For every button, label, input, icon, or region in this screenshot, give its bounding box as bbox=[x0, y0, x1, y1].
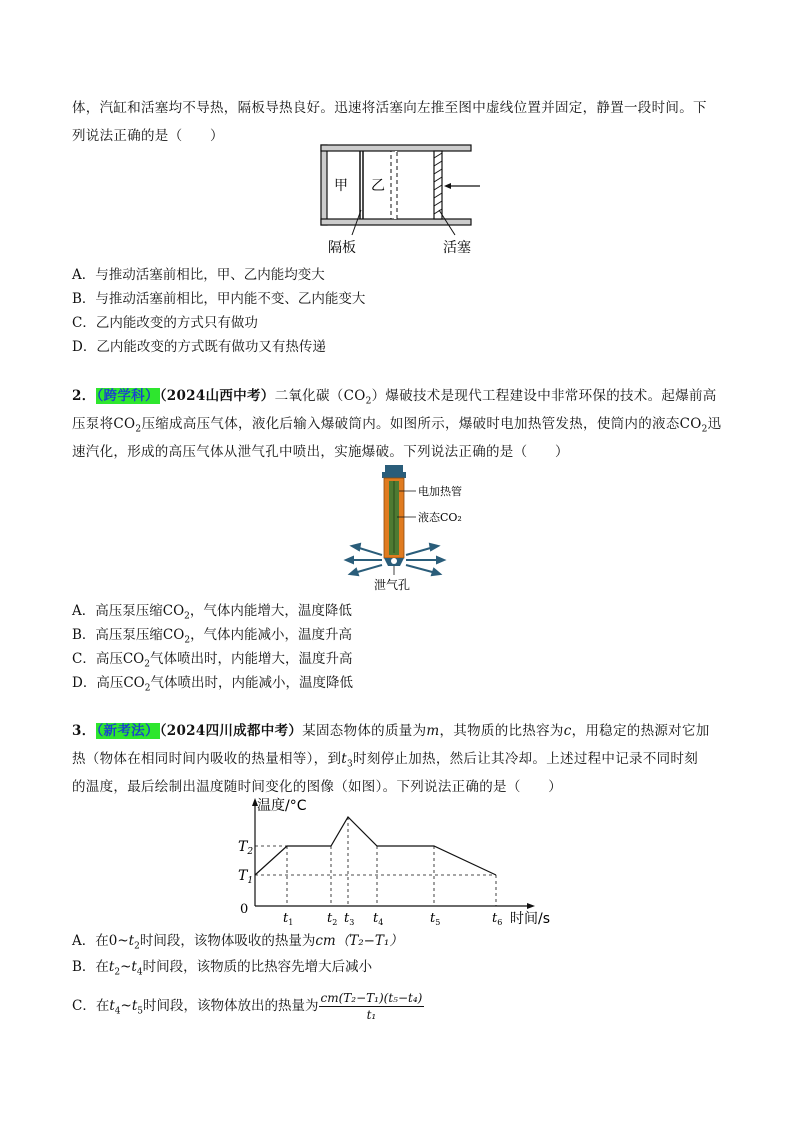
sub: 2 bbox=[184, 635, 191, 646]
q2-stem-b: ）爆破技术是现代工程建设中非常环保的技术。起爆前高 bbox=[371, 388, 717, 404]
sub: 2 bbox=[184, 611, 190, 622]
x-axis-label: 时间/s bbox=[510, 911, 551, 925]
q2-option-d-post: 气体喷出时，内能减小，温度降低 bbox=[150, 675, 353, 691]
q2-number: 2． bbox=[72, 388, 96, 404]
label-huosai: 活塞 bbox=[443, 240, 471, 256]
heat-fraction bbox=[319, 990, 425, 1023]
q1-option-d: D．乙内能改变的方式既有做功又有热传递 bbox=[72, 339, 326, 355]
q2-option-c-pre: C．高压CO bbox=[72, 651, 145, 667]
q3-opt-b-a: B．在 bbox=[72, 959, 109, 975]
q2-option-d bbox=[72, 672, 353, 700]
origin-label: 0 bbox=[240, 902, 249, 917]
t2-level-letter: T bbox=[238, 839, 248, 855]
q2-option-c-post: 气体喷出时，内能增大，温度升高 bbox=[149, 651, 353, 667]
math-t: t bbox=[131, 959, 137, 975]
label-geban: 隔板 bbox=[328, 240, 356, 256]
q3-opt-b-c: 时间段，该物质的比热容先增大后减小 bbox=[142, 959, 373, 975]
sub: 2 bbox=[701, 424, 708, 435]
q1-stem-line1: 体，汽缸和活塞均不导热，隔板导热良好。迅速将活塞向左推至图中虚线位置并固定，静置一段时间。下 bbox=[72, 100, 707, 116]
q3-opt-a-b: 时间段，该物体吸收的热量为 bbox=[139, 933, 316, 949]
q3-stem-a: 某固态物体的质量为 bbox=[302, 723, 427, 739]
math-cm: cm bbox=[315, 933, 336, 949]
tick-t4: $t_4$ bbox=[373, 911, 384, 925]
q3-opt-a-a: A．在0~ bbox=[72, 933, 129, 949]
math-t: t bbox=[108, 959, 115, 975]
q3-opt-c-b: ~ bbox=[120, 998, 132, 1014]
cylinder-figure bbox=[315, 138, 495, 260]
q3-stem-b: ，其物质的比热容为 bbox=[439, 723, 564, 739]
tick-t5: $t_5$ bbox=[430, 911, 441, 925]
q1-stem-line2: 列说法正确的是（ ） bbox=[72, 128, 224, 144]
math-t2-t1: （T₂−T₁） bbox=[335, 933, 403, 949]
q2-option-a-post: ，气体内能增大，温度降低 bbox=[189, 603, 352, 619]
q3-opt-c-a: C．在 bbox=[72, 998, 110, 1014]
q2-stem-line3: 速汽化，形成的高压气体从泄气孔中喷出，实施爆破。下列说法正确的是（ ） bbox=[72, 444, 569, 460]
q2-line2-a: 压泵将CO bbox=[72, 416, 136, 432]
q3-line2-a: 热（物体在相同时间内吸收的热量相等），到 bbox=[72, 751, 342, 767]
q2-source: （2024山西中考） bbox=[159, 388, 275, 404]
math-t: t bbox=[128, 933, 135, 949]
sub: 2 bbox=[144, 659, 150, 670]
t1-level-label: $T_1$ bbox=[238, 868, 254, 886]
fraction-denominator: t₁ bbox=[366, 1008, 377, 1022]
temperature-time-graph bbox=[230, 795, 560, 925]
q2-stem-a: 二氧化碳（CO bbox=[274, 388, 366, 404]
q3-stem-line3: 的温度，最后绘制出温度随时间变化的图像（如图）。下列说法正确的是（ ） bbox=[72, 779, 563, 795]
blasting-tube-figure bbox=[330, 463, 470, 603]
math-m: m bbox=[426, 723, 440, 739]
q2-option-d-pre: D．高压CO bbox=[72, 675, 145, 691]
label-yi: 乙 bbox=[371, 178, 385, 194]
q3-stem-c: ，用稳定的热源对它加 bbox=[571, 723, 710, 739]
sub: 2 bbox=[365, 396, 372, 407]
q2-line2-b: 压缩成高压气体，液化后输入爆破筒内。如图所示，爆破时电加热管发热，使筒内的液态CO bbox=[141, 416, 702, 432]
q2-line2-c: 迅 bbox=[707, 416, 722, 432]
q3-line2-b: 时刻停止加热，然后让其冷却。上述过程中记录不同时刻 bbox=[353, 751, 699, 767]
math-t: t bbox=[109, 998, 115, 1014]
q3-opt-c-c: 时间段，该物体放出的热量为 bbox=[143, 998, 319, 1014]
q2-tag: （跨学科） bbox=[96, 388, 159, 404]
q2-option-b-post: ，气体内能减小，温度升高 bbox=[190, 627, 353, 643]
q1-option-c: C．乙内能改变的方式只有做功 bbox=[72, 315, 258, 331]
q3-option-b: B．在$t_2\sim t_4$时间段，该物质的比热容先增大后减小 bbox=[72, 959, 373, 978]
q1-option-a: A．与推动活塞前相比，甲、乙内能均变大 bbox=[72, 267, 325, 283]
label-heater: 电加热管 bbox=[418, 485, 462, 498]
label-vent: 泄气孔 bbox=[374, 578, 411, 592]
tick-t2: $t_2$ bbox=[327, 911, 338, 925]
tick-t3: $t_3$ bbox=[344, 911, 355, 925]
y-axis-label: 温度/°C bbox=[257, 798, 307, 814]
q3-tag: （新考法） bbox=[96, 723, 159, 739]
q3-option-c: C．在$t_4\sim t_5$时间段，该物体放出的热量为 $\frac{\text{cm(T₂−T₁)(t₅−t₄)}}{\text{t₁}}$ bbox=[72, 991, 423, 1022]
sub: 2 bbox=[135, 424, 142, 435]
q3-stem-line1 bbox=[72, 717, 732, 745]
q2-option-a-pre: A．高压泵压缩CO bbox=[72, 603, 185, 619]
q3-stem-line2: 热（物体在相同时间内吸收的热量相等），到$t_3$时刻停止加热，然后让其冷却。上述过程中记录不同时刻 bbox=[72, 751, 699, 770]
t1-level-letter: T bbox=[238, 868, 248, 884]
t2-level-label: $T_2$ bbox=[238, 839, 254, 857]
math-t3: t bbox=[341, 751, 347, 767]
sub: 2 bbox=[144, 683, 151, 694]
tick-t1: $t_1$ bbox=[283, 911, 294, 925]
q2-option-b-pre: B．高压泵压缩CO bbox=[72, 627, 185, 643]
math-c: c bbox=[563, 723, 572, 739]
label-liquid-co2: 液态CO₂ bbox=[418, 511, 462, 524]
q3-source: （2024四川成都中考） bbox=[159, 723, 303, 739]
q3-opt-b-b: ~ bbox=[120, 959, 132, 975]
tick-t6: $t_6$ bbox=[492, 911, 503, 925]
fraction-numerator: cm(T₂−T₁)(t₅−t₄) bbox=[320, 991, 423, 1005]
math-t: t bbox=[131, 998, 138, 1014]
q3-option-a: A．在$0\sim t_2$时间段，该物体吸收的热量为cm（T₂−T₁） bbox=[72, 933, 403, 952]
q1-option-b: B．与推动活塞前相比，甲内能不变、乙内能变大 bbox=[72, 291, 366, 307]
q3-number: 3． bbox=[72, 723, 96, 739]
label-jia: 甲 bbox=[334, 178, 348, 194]
